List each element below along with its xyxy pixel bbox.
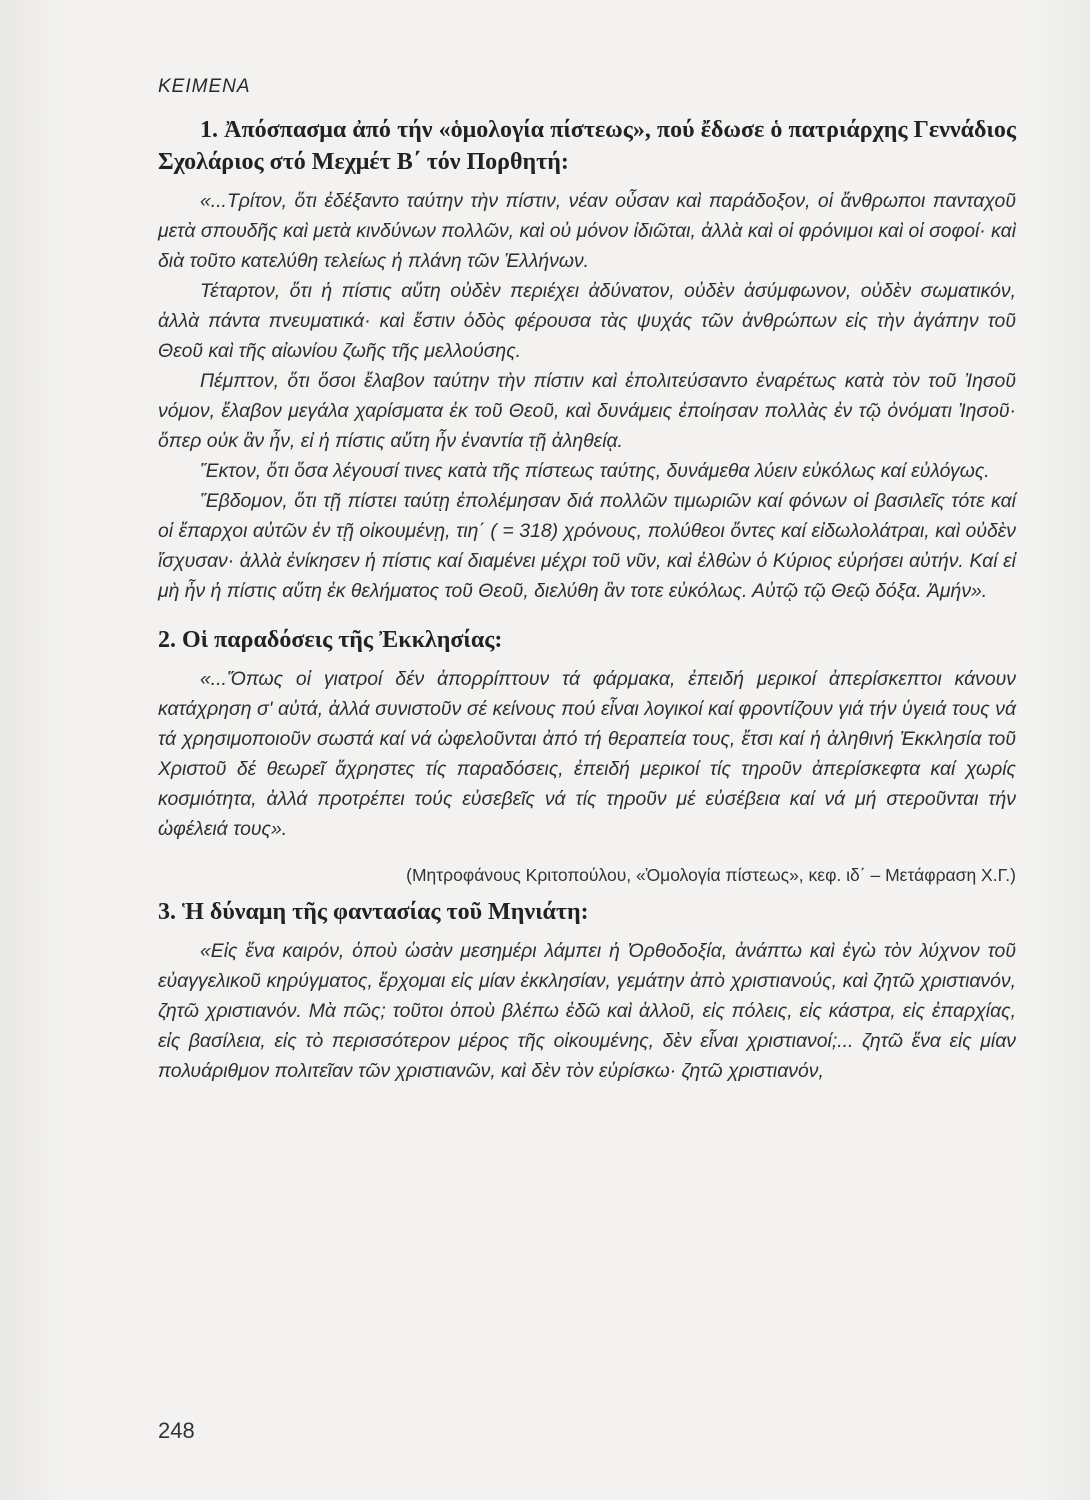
paragraph: Ἕκτον, ὅτι ὅσα λέγουσί τινες κατὰ τῆς πίστεως ταύτης, δυνάμεθα λύειν εὐκόλως καί εὐλόγως. (200, 460, 990, 482)
source-citation: (Μητροφάνους Κριτοπούλου, «Ὁμολογία πίστεως», κεφ. ιδ΄ – Μετάφραση Χ.Γ.) (406, 865, 1016, 885)
section-label: ΚΕΙΜΕΝΑ (158, 76, 251, 97)
heading-2: 2. Οἱ παραδόσεις τῆς Ἐκκλησίας: (158, 627, 503, 653)
paragraph: Πέμπτον, ὅτι ὅσοι ἔλαβον ταύτην τὴν πίστιν καὶ ἐπολιτεύσαντο ἐναρέτως κατὰ τὸν τοῦ Ἰησοῦ νόμον, ἔλαβον μεγάλα χαρίσματα ἐκ τοῦ Θεοῦ, καὶ δυνάμεις ἐποίησαν πολλὰς ἐν τῷ ὀνόματι Ἰησοῦ· ὅπερ οὐκ ἂν ἦν, εἰ ἡ πίστις αὕτη ἦν ἐναντία τῇ ἀληθείᾳ. (158, 370, 1016, 452)
paragraph: «...Ὅπως οἱ γιατροί δέν ἀπορρίπτουν τά φάρμακα, ἐπειδή μερικοί ἀπερίσκεπτοι κάνουν κατάχρηση σ' αὐτά, ἀλλά συνιστοῦν σέ κείνους πού εἶναι λογικοί καί φροντίζουν γιά τήν ὑγειά τους νά τά χρησιμοποιοῦν σωστά καί νά ὠφελοῦνται ἀπό τή θεραπεία τους, ἔτσι καί ἡ ἀληθινή Ἐκκλησία τοῦ Χριστοῦ δέ θεωρεῖ ἄχρηστες τίς παραδόσεις, ἐπειδή μερικοί τίς τηροῦν ἀπερίσκεφτα καί χωρίς κοσμιότητα, ἀλλά προτρέπει τούς εὐσεβεῖς νά τίς τηροῦν μέ εὐσέβεια καί νά μή στεροῦνται τήν ὠφέλειά τους». (158, 668, 1016, 840)
paragraph: «Εἰς ἕνα καιρόν, ὁποὺ ὡσὰν μεσημέρι λάμπει ἡ Ὀρθοδοξία, ἀνάπτω καὶ ἐγὼ τὸν λύχνον τοῦ εὐαγγελικοῦ κηρύγματος, ἔρχομαι εἰς μίαν ἐκκλησίαν, γεμάτην ἀπὸ χριστιανούς, καὶ ζητῶ χριστιανόν, ζητῶ χριστιανόν. Μὰ πῶς; τοῦτοι ὁποὺ βλέπω ἐδῶ καὶ ἀλλοῦ, εἰς πόλεις, εἰς κάστρα, εἰς ἐπαρχίας, εἰς βασίλεια, εἰς τὸ περισσότερον μέρος τῆς οἰκουμένης, δὲν εἶναι χριστιανοί;... ζητῶ ἕνα εἰς μίαν πολυάριθμον πολιτεῖαν τῶν χριστιανῶν, καὶ δὲν τὸν εὑρίσκω· ζητῶ χριστιανόν, (158, 940, 1016, 1082)
paragraph: Ἕβδομον, ὅτι τῇ πίστει ταύτῃ ἐπολέμησαν διά πολλῶν τιμωριῶν καί φόνων οἱ βασιλεῖς τότε καί οἱ ἔπαρχοι αὐτῶν ἐν τῇ οἰκουμένῃ, τιη΄ ( = 318) χρόνους, πολύθεοι ὄντες καί εἰδωλολάτραι, καὶ οὐδὲν ἴσχυσαν· ἀλλὰ ἐνίκησεν ἡ πίστις καί διαμένει μέχρι τοῦ νῦν, καὶ ἐλθὼν ὁ Κύριος εὑρήσει αὐτήν. Καί εἰ μὴ ἦν ἡ πίστις αὕτη ἐκ θελήματος τοῦ Θεοῦ, διελύθη ἂν τοτε εὐκόλως. Αὐτῷ τῷ Θεῷ δόξα. Ἀμήν». (158, 490, 1016, 602)
paragraph: Τέταρτον, ὅτι ἡ πίστις αὕτη οὐδὲν περιέχει ἀδύνατον, οὐδὲν ἀσύμφωνον, οὐδὲν σωματικόν, ἀλλὰ πάντα πνευματικά· καὶ ἔστιν ὁδὸς φέρουσα τὰς ψυχάς τῶν ἀνθρώπων εἰς τὴν ἀγάπην τοῦ Θεοῦ καὶ τῆς αἰωνίου ζωῆς τῆς μελλούσης. (158, 280, 1016, 362)
heading-1: 1. Ἀπόσπασμα ἀπό τήν «ὁμολογία πίστεως», πού ἔδωσε ὁ πατριάρχης Γεννάδιος Σχολάριος στό Μεχμέτ Β΄ τόν Πορθητή: (158, 117, 1016, 175)
heading-3: 3. Ἡ δύναμη τῆς φαντασίας τοῦ Μηνιάτη: (158, 899, 589, 925)
paragraph: «...Τρίτον, ὅτι ἐδέξαντο ταύτην τὴν πίστιν, νέαν οὖσαν καὶ παράδοξον, οἱ ἄνθρωποι πανταχοῦ μετὰ σπουδῆς καὶ μετὰ κινδύνων πολλῶν, καὶ οὐ μόνον ἰδιῶται, ἀλλὰ καὶ οἱ φρόνιμοι καὶ οἱ σοφοί· καὶ διὰ τοῦτο κατελύθη τελείως ἡ πλάνη τῶν Ἑλλήνων. (158, 190, 1016, 272)
page-number: 248 (158, 1418, 195, 1443)
page-body (158, 74, 1016, 1086)
